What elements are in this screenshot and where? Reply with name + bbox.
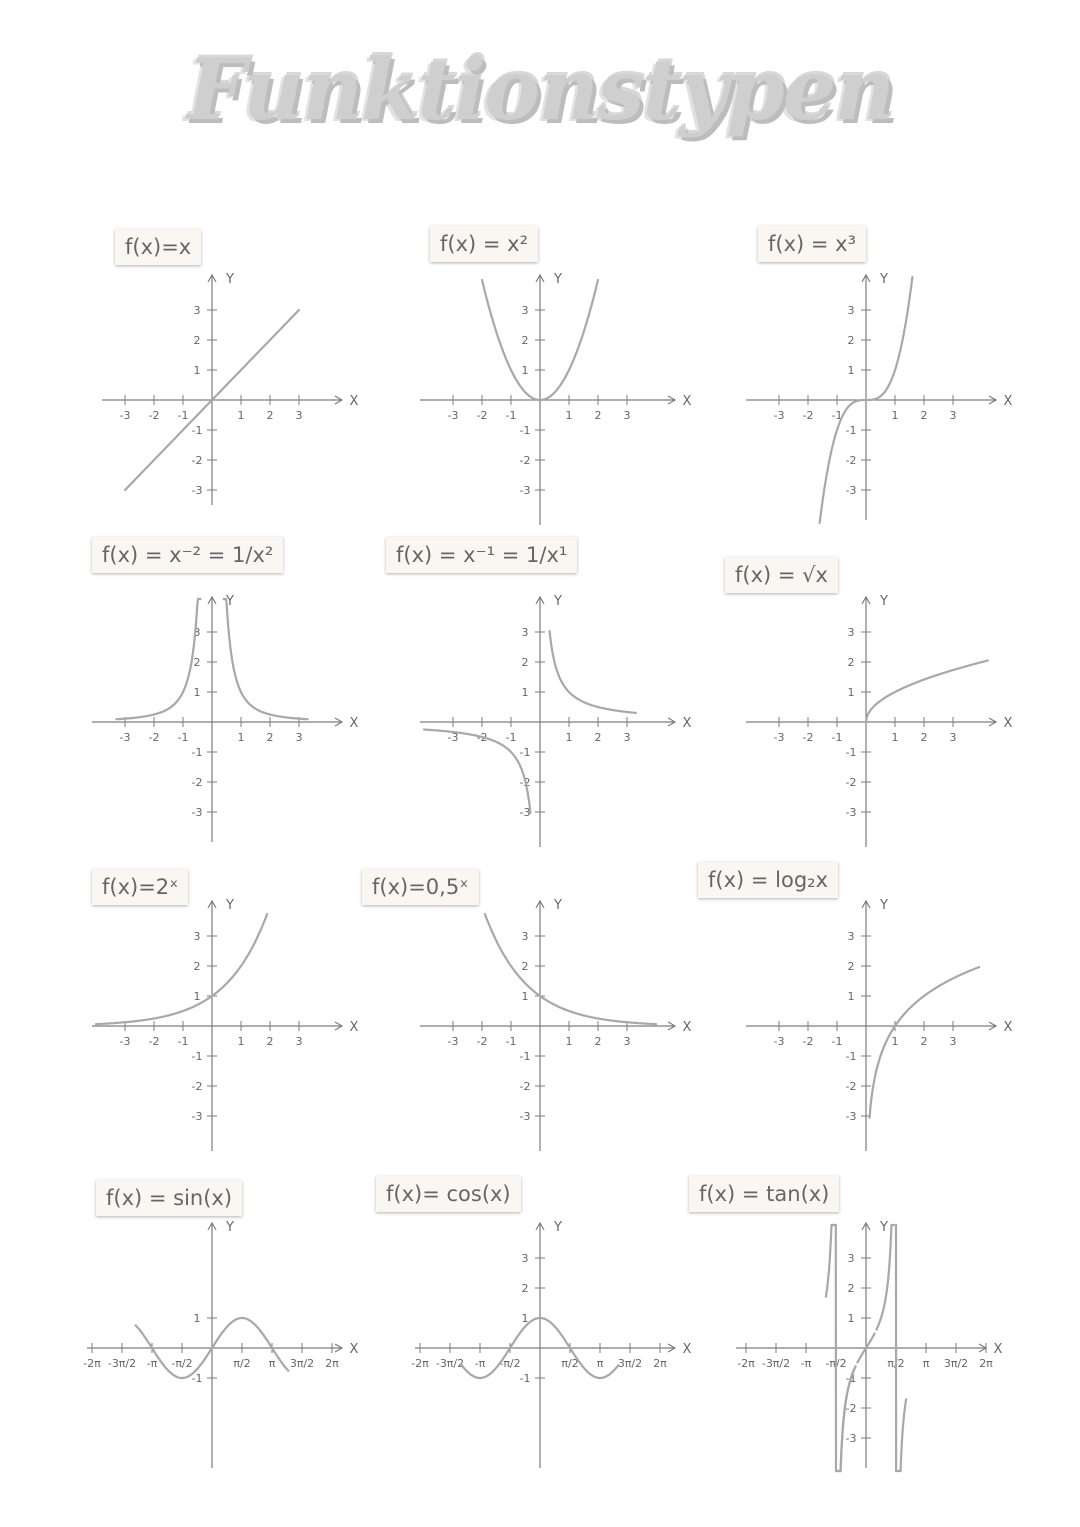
exp2-ytick-label: -3: [191, 1110, 203, 1123]
exp2-curve: [96, 914, 267, 1024]
label-inv-square: f(x) = x⁻² = 1/x²: [92, 537, 283, 573]
inv-square-xtick-label: 3: [295, 731, 303, 744]
square-x-label: X: [682, 394, 692, 409]
label-tan: f(x) = tan(x): [689, 1176, 839, 1212]
log2-ytick-label: -1: [845, 1050, 857, 1063]
linear-ytick-label: 1: [193, 364, 201, 377]
tan-xtick-label: -π: [800, 1357, 812, 1370]
square-xtick-label: 3: [623, 409, 631, 422]
tan-curve: [877, 1225, 894, 1330]
page-title: Funktionstypen: [186, 40, 894, 139]
tan-xtick-label: π: [922, 1357, 930, 1370]
cos-y-label: Y: [554, 1220, 562, 1235]
tan-xtick-label: π/2: [887, 1357, 905, 1370]
inverse-ytick-label: 3: [521, 626, 529, 639]
tan-ytick-label: 1: [847, 1312, 855, 1325]
linear-ytick-label: -2: [191, 454, 203, 467]
linear-xtick-label: 3: [295, 409, 303, 422]
inverse-ytick-label: -1: [519, 746, 531, 759]
exp05-x-label: X: [682, 1020, 692, 1035]
inv-square-curve: [224, 599, 308, 719]
sqrt-ytick-label: 3: [847, 626, 855, 639]
square-ytick-label: 1: [521, 364, 529, 377]
exp05-y-label: Y: [554, 898, 562, 913]
linear-ytick-label: 2: [193, 334, 201, 347]
tan-xtick-label: 2π: [979, 1357, 993, 1370]
tan-ytick-label: -3: [845, 1432, 857, 1445]
linear-xtick-label: 1: [237, 409, 245, 422]
exp2-y-label: Y: [226, 898, 234, 913]
sqrt-xtick-label: -1: [831, 731, 843, 744]
log2-xtick-label: -1: [831, 1035, 843, 1048]
linear-xtick-label: -2: [148, 409, 160, 422]
sin-xtick-label: -π: [146, 1357, 158, 1370]
cube-xtick-label: -1: [831, 409, 843, 422]
inv-square-y-label: Y: [226, 594, 234, 609]
linear-ytick-label: -3: [191, 484, 203, 497]
log2-ytick-label: 3: [847, 930, 855, 943]
cube-x-label: X: [1003, 394, 1013, 409]
exp05-curve: [485, 914, 656, 1024]
exp2-ytick-label: 3: [193, 930, 201, 943]
label-cos: f(x)= cos(x): [376, 1176, 521, 1212]
exp2-x-label: X: [349, 1020, 359, 1035]
sin-ytick-label: 1: [193, 1312, 201, 1325]
cube-xtick-label: -2: [802, 409, 814, 422]
square-xtick-label: -2: [476, 409, 488, 422]
tan-xtick-label: -2π: [737, 1357, 755, 1370]
sin-xtick-label: -π/2: [171, 1357, 193, 1370]
square-xtick-label: 1: [565, 409, 573, 422]
cos-ytick-label: -1: [519, 1372, 531, 1385]
square-ytick-label: -1: [519, 424, 531, 437]
inv-square-ytick-label: 3: [193, 626, 201, 639]
cube-xtick-label: 1: [891, 409, 899, 422]
log2-x-label: X: [1003, 1020, 1013, 1035]
inverse-xtick-label: 3: [623, 731, 631, 744]
cos-xtick-label: -2π: [411, 1357, 429, 1370]
linear-xtick-label: -3: [119, 409, 131, 422]
log2-xtick-label: -3: [773, 1035, 785, 1048]
cos-xtick-label: π/2: [561, 1357, 579, 1370]
linear-xtick-label: -1: [177, 409, 189, 422]
tan-xtick-label: 3π/2: [943, 1357, 969, 1370]
cube-xtick-label: -3: [773, 409, 785, 422]
cube-ytick-label: -1: [845, 424, 857, 437]
sqrt-xtick-label: 3: [949, 731, 957, 744]
sqrt-ytick-label: -2: [845, 776, 857, 789]
linear-y-label: Y: [226, 272, 234, 287]
inv-square-xtick-label: 2: [266, 731, 274, 744]
sqrt-ytick-label: -3: [845, 806, 857, 819]
cube-ytick-label: -3: [845, 484, 857, 497]
sin-xtick-label: π: [268, 1357, 276, 1370]
cos-xtick-label: π: [596, 1357, 604, 1370]
sqrt-y-label: Y: [880, 594, 888, 609]
sqrt-xtick-label: -2: [802, 731, 814, 744]
log2-y-label: Y: [880, 898, 888, 913]
exp2-xtick-label: 2: [266, 1035, 274, 1048]
tan-ytick-label: -1: [845, 1372, 857, 1385]
sin-xtick-label: -3π/2: [107, 1357, 137, 1370]
sqrt-curve: [866, 661, 988, 723]
inverse-xtick-label: 1: [565, 731, 573, 744]
cos-xtick-label: 3π/2: [617, 1357, 643, 1370]
label-cube: f(x) = x³: [758, 226, 866, 262]
exp2-xtick-label: 3: [295, 1035, 303, 1048]
cube-y-label: Y: [880, 272, 888, 287]
tan-xtick-label: -3π/2: [761, 1357, 791, 1370]
inv-square-xtick-label: -2: [148, 731, 160, 744]
tan-ytick-label: -2: [845, 1402, 857, 1415]
log2-xtick-label: -2: [802, 1035, 814, 1048]
exp2-xtick-label: -2: [148, 1035, 160, 1048]
cube-ytick-label: -2: [845, 454, 857, 467]
label-log2: f(x) = log₂x: [698, 862, 838, 898]
sqrt-x-label: X: [1003, 716, 1013, 731]
inv-square-xtick-label: -1: [177, 731, 189, 744]
exp05-ytick-label: -2: [519, 1080, 531, 1093]
label-exp2: f(x)=2ˣ: [92, 869, 188, 905]
label-inverse: f(x) = x⁻¹ = 1/x¹: [386, 537, 577, 573]
inv-square-ytick-label: -3: [191, 806, 203, 819]
sqrt-ytick-label: 1: [847, 686, 855, 699]
sin-y-label: Y: [226, 1220, 234, 1235]
label-sin: f(x) = sin(x): [96, 1180, 242, 1216]
cos-ytick-label: 1: [521, 1312, 529, 1325]
cube-xtick-label: 3: [949, 409, 957, 422]
label-exp05: f(x)=0,5ˣ: [362, 869, 479, 905]
tan-ytick-label: 2: [847, 1282, 855, 1295]
cos-ytick-label: 2: [521, 1282, 529, 1295]
sqrt-ytick-label: -1: [845, 746, 857, 759]
cos-xtick-label: 2π: [653, 1357, 667, 1370]
cube-xtick-label: 2: [920, 409, 928, 422]
sin-x-label: X: [349, 1342, 359, 1357]
sqrt-xtick-label: 2: [920, 731, 928, 744]
cube-ytick-label: 2: [847, 334, 855, 347]
log2-xtick-label: 3: [949, 1035, 957, 1048]
cos-xtick-label: -π/2: [499, 1357, 521, 1370]
inverse-y-label: Y: [554, 594, 562, 609]
log2-ytick-label: 1: [847, 990, 855, 1003]
label-sqrt: f(x) = √x: [725, 557, 838, 593]
inverse-xtick-label: -3: [447, 731, 459, 744]
linear-ytick-label: 3: [193, 304, 201, 317]
inverse-x-label: X: [682, 716, 692, 731]
inv-square-curve: [116, 599, 200, 719]
inverse-ytick-label: -2: [519, 776, 531, 789]
tan-x-label: X: [993, 1342, 1003, 1357]
inverse-curve: [550, 631, 636, 713]
exp2-xtick-label: -3: [119, 1035, 131, 1048]
exp05-xtick-label: -2: [476, 1035, 488, 1048]
inv-square-ytick-label: 2: [193, 656, 201, 669]
exp05-xtick-label: 3: [623, 1035, 631, 1048]
sqrt-xtick-label: 1: [891, 731, 899, 744]
linear-ytick-label: -1: [191, 424, 203, 437]
log2-xtick-label: 1: [891, 1035, 899, 1048]
label-linear: f(x)=x: [115, 229, 201, 265]
cos-xtick-label: -3π/2: [435, 1357, 465, 1370]
inverse-xtick-label: -2: [476, 731, 488, 744]
exp05-ytick-label: 2: [521, 960, 529, 973]
log2-ytick-label: -3: [845, 1110, 857, 1123]
exp2-ytick-label: -1: [191, 1050, 203, 1063]
tan-y-label: Y: [880, 1220, 888, 1235]
cube-ytick-label: 3: [847, 304, 855, 317]
sin-xtick-label: π/2: [233, 1357, 251, 1370]
cos-xtick-label: -π: [474, 1357, 486, 1370]
inv-square-ytick-label: -1: [191, 746, 203, 759]
exp05-xtick-label: -3: [447, 1035, 459, 1048]
exp05-ytick-label: -1: [519, 1050, 531, 1063]
cos-ytick-label: 3: [521, 1252, 529, 1265]
square-xtick-label: -3: [447, 409, 459, 422]
label-square: f(x) = x²: [430, 226, 538, 262]
inverse-ytick-label: 2: [521, 656, 529, 669]
linear-x-label: X: [349, 394, 359, 409]
exp05-xtick-label: 2: [594, 1035, 602, 1048]
inv-square-xtick-label: 1: [237, 731, 245, 744]
inv-square-x-label: X: [349, 716, 359, 731]
linear-xtick-label: 2: [266, 409, 274, 422]
inv-square-ytick-label: 1: [193, 686, 201, 699]
cube-ytick-label: 1: [847, 364, 855, 377]
inv-square-xtick-label: -3: [119, 731, 131, 744]
log2-xtick-label: 2: [920, 1035, 928, 1048]
sqrt-ytick-label: 2: [847, 656, 855, 669]
exp2-xtick-label: 1: [237, 1035, 245, 1048]
square-ytick-label: -2: [519, 454, 531, 467]
inverse-xtick-label: -1: [505, 731, 517, 744]
exp05-ytick-label: 3: [521, 930, 529, 943]
sin-ytick-label: -1: [191, 1372, 203, 1385]
square-ytick-label: -3: [519, 484, 531, 497]
sin-xtick-label: -2π: [83, 1357, 101, 1370]
tan-ytick-label: 3: [847, 1252, 855, 1265]
exp05-ytick-label: -3: [519, 1110, 531, 1123]
square-xtick-label: -1: [505, 409, 517, 422]
square-y-label: Y: [554, 272, 562, 287]
exp05-xtick-label: -1: [505, 1035, 517, 1048]
exp2-xtick-label: -1: [177, 1035, 189, 1048]
exp2-ytick-label: 2: [193, 960, 201, 973]
inverse-ytick-label: -3: [519, 806, 531, 819]
log2-ytick-label: -2: [845, 1080, 857, 1093]
exp2-ytick-label: -2: [191, 1080, 203, 1093]
square-xtick-label: 2: [594, 409, 602, 422]
inverse-xtick-label: 2: [594, 731, 602, 744]
inv-square-ytick-label: -2: [191, 776, 203, 789]
square-ytick-label: 2: [521, 334, 529, 347]
sqrt-xtick-label: -3: [773, 731, 785, 744]
sin-xtick-label: 3π/2: [289, 1357, 315, 1370]
exp05-xtick-label: 1: [565, 1035, 573, 1048]
log2-ytick-label: 2: [847, 960, 855, 973]
sin-xtick-label: 2π: [325, 1357, 339, 1370]
tan-xtick-label: -π/2: [825, 1357, 847, 1370]
inverse-ytick-label: 1: [521, 686, 529, 699]
cos-x-label: X: [682, 1342, 692, 1357]
exp05-ytick-label: 1: [521, 990, 529, 1003]
exp2-ytick-label: 1: [193, 990, 201, 1003]
square-ytick-label: 3: [521, 304, 529, 317]
